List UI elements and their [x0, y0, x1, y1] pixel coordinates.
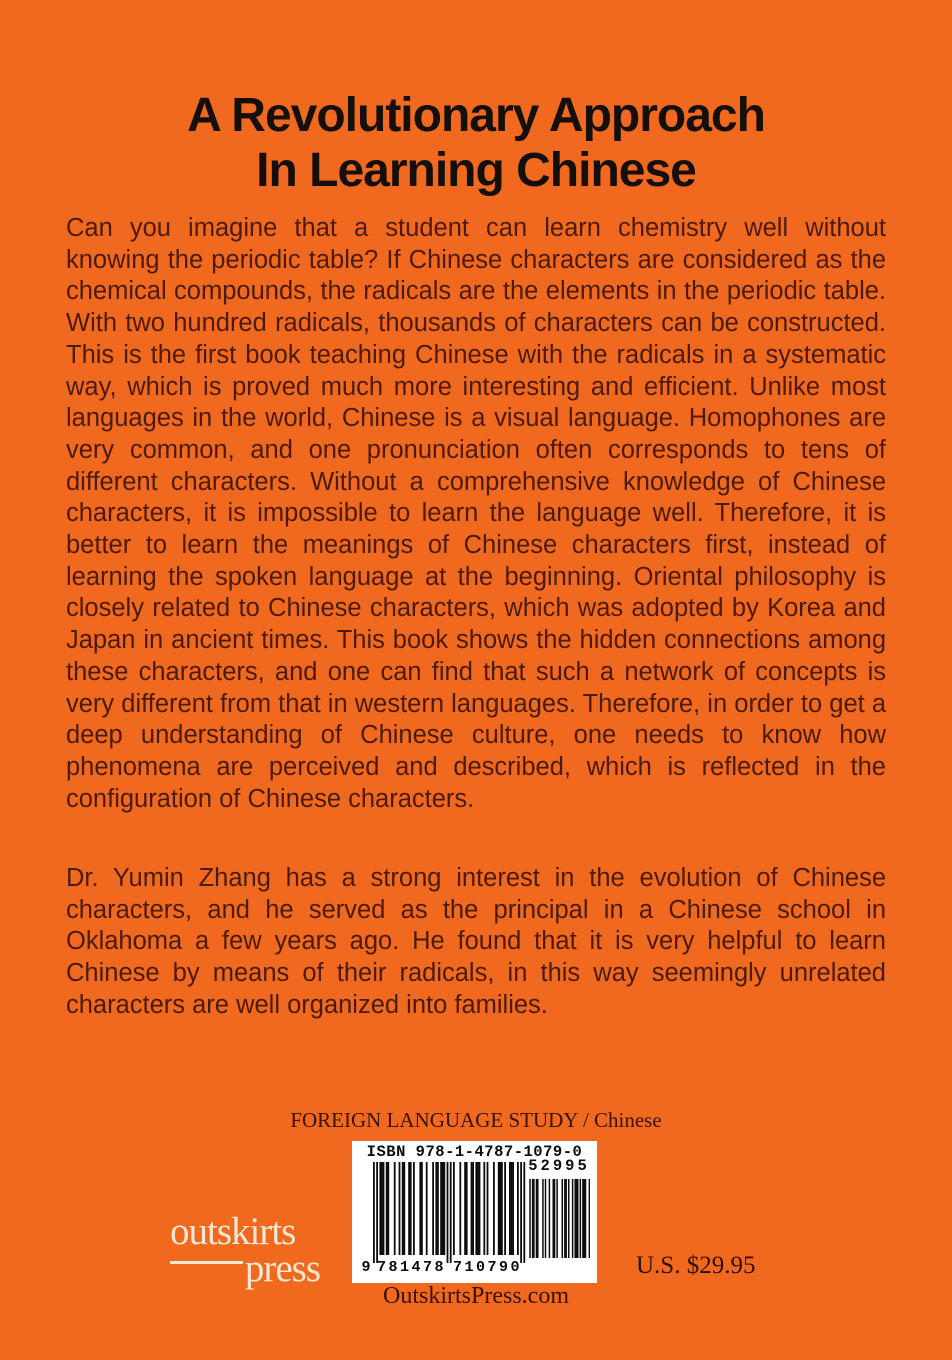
ean13-digit-first: 9 — [361, 1259, 371, 1276]
logo-rule — [170, 1261, 243, 1264]
logo-word-outskirts: outskirts — [170, 1210, 296, 1253]
ean13-barcode — [360, 1162, 530, 1282]
price-label: U.S. $29.95 — [636, 1252, 756, 1279]
synopsis-paragraph: Can you imagine that a student can learn chemistry well without knowing the periodic table? If Chinese characters are considered as the chemical compounds, the radicals are the elements in the periodic table. With two hundred radicals, thousands of characters can be constructed. This is the first book teaching Chinese with the radicals in a systematic way, which is proved much more interesting and efficient. Unlike most languages in the world, Chinese is a visual language. Homophones are very common, and one pronunciation often corresponds to tens of different characters. Without a comprehensive knowledge of Chinese characters, it is impossible to learn the language well. Therefore, it is better to learn the meanings of Chinese characters first, instead of learning the spoken language at the beginning. Oriental philosophy is closely related to Chinese characters, which was adopted by Korea and Japan in ancient times. This book shows the hidden connections among these characters, and one can find that such a network of concepts is very different from that in western languages. Therefore, in order to get a deep understanding of Chinese culture, one needs to know how phenomena are perceived and described, which is reflected in the configuration of Chinese characters. — [66, 214, 886, 813]
ean5-price-addon — [528, 1157, 590, 1267]
book-title — [0, 88, 952, 198]
author-bio-paragraph: Dr. Yumin Zhang has a strong interest in the evolution of Chinese characters, and he served as the principal in a Chinese school in Oklahoma a few years ago. He found that it is very helpful to learn Chinese by means of their radicals, in this way seemingly unrelated characters are well organized into families. — [66, 864, 886, 1019]
isbn-barcode-block — [352, 1141, 597, 1283]
book-title-line1: A Revolutionary Approach — [187, 89, 765, 142]
ean13-digits-right-group: 710790 — [453, 1259, 523, 1276]
ean5-code-label: 52995 — [528, 1157, 590, 1175]
logo-word-press: press — [244, 1247, 320, 1290]
bisac-category: FOREIGN LANGUAGE STUDY / Chinese — [290, 1108, 662, 1132]
ean5-bars — [528, 1179, 590, 1258]
isbn-number-label: ISBN 978-1-4787-1079-0 — [366, 1143, 583, 1161]
book-title-line2: In Learning Chinese — [256, 144, 696, 197]
outskirts-press-logo — [170, 1212, 320, 1288]
publisher-website: OutskirtsPress.com — [383, 1283, 569, 1309]
ean13-digits-left-group: 781478 — [377, 1259, 447, 1276]
ean13-bars — [360, 1162, 530, 1263]
